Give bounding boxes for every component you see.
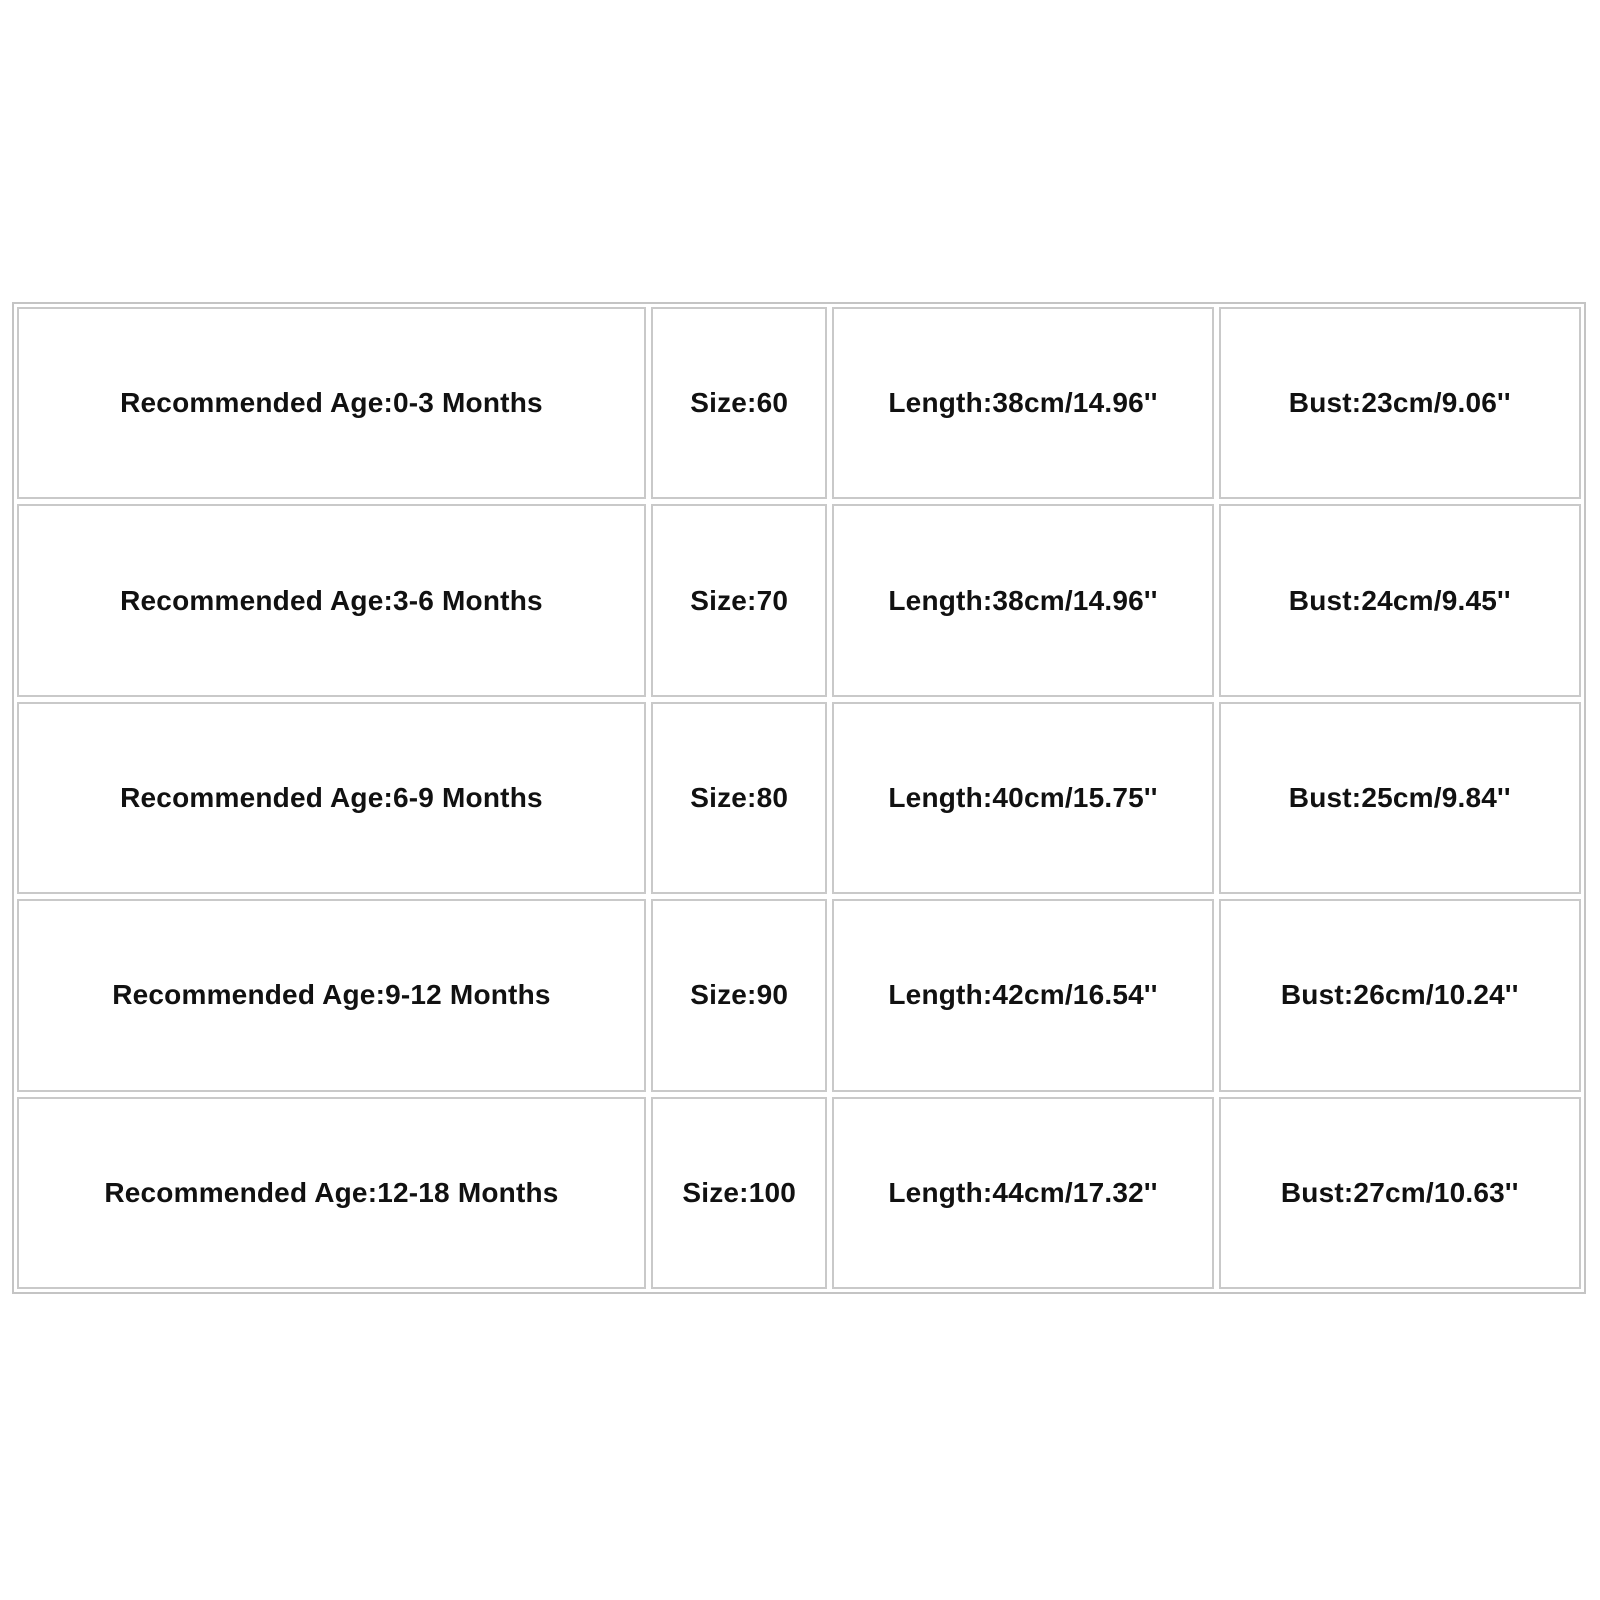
bust-cell: Bust:23cm/9.06'' bbox=[1219, 307, 1581, 499]
size-cell: Size:100 bbox=[651, 1097, 828, 1289]
table-row bbox=[17, 1097, 1581, 1289]
age-cell: Recommended Age:12-18 Months bbox=[17, 1097, 646, 1289]
length-cell: Length:44cm/17.32'' bbox=[832, 1097, 1213, 1289]
length-cell: Length:42cm/16.54'' bbox=[832, 899, 1213, 1091]
age-cell: Recommended Age:9-12 Months bbox=[17, 899, 646, 1091]
length-cell: Length:38cm/14.96'' bbox=[832, 307, 1213, 499]
age-cell: Recommended Age:6-9 Months bbox=[17, 702, 646, 894]
table-row bbox=[17, 702, 1581, 894]
size-table bbox=[12, 302, 1586, 1294]
table-row bbox=[17, 504, 1581, 696]
age-cell: Recommended Age:0-3 Months bbox=[17, 307, 646, 499]
age-cell: Recommended Age:3-6 Months bbox=[17, 504, 646, 696]
length-cell: Length:38cm/14.96'' bbox=[832, 504, 1213, 696]
size-cell: Size:80 bbox=[651, 702, 828, 894]
table-row bbox=[17, 307, 1581, 499]
bust-cell: Bust:25cm/9.84'' bbox=[1219, 702, 1581, 894]
bust-cell: Bust:27cm/10.63'' bbox=[1219, 1097, 1581, 1289]
table-row bbox=[17, 899, 1581, 1091]
bust-cell: Bust:26cm/10.24'' bbox=[1219, 899, 1581, 1091]
bust-cell: Bust:24cm/9.45'' bbox=[1219, 504, 1581, 696]
size-chart bbox=[12, 302, 1586, 1294]
length-cell: Length:40cm/15.75'' bbox=[832, 702, 1213, 894]
size-cell: Size:60 bbox=[651, 307, 828, 499]
size-cell: Size:90 bbox=[651, 899, 828, 1091]
size-cell: Size:70 bbox=[651, 504, 828, 696]
